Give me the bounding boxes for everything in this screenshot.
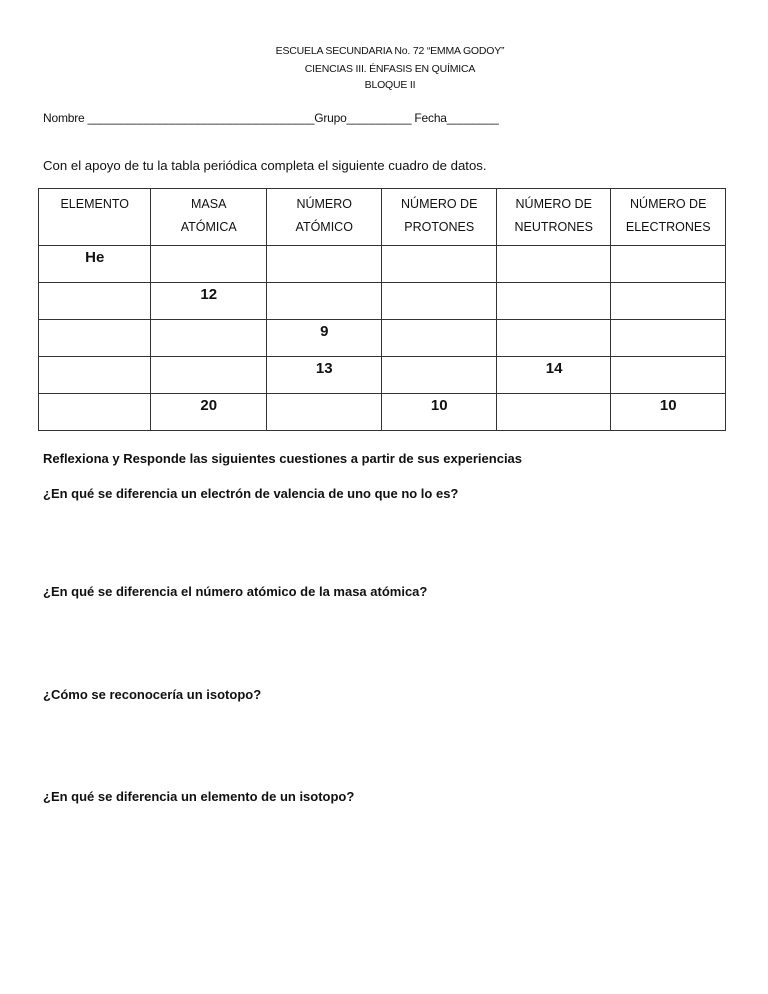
table-instruction: Con el apoyo de tu la tabla periódica completa el siguiente cuadro de datos. xyxy=(43,158,487,173)
table-cell[interactable]: 10 xyxy=(382,394,497,431)
table-cell[interactable] xyxy=(611,246,726,283)
table-cell[interactable] xyxy=(266,246,382,283)
table-row xyxy=(39,320,726,357)
element-data-table xyxy=(38,188,726,431)
question-3: ¿Cómo se reconocería un isotopo? xyxy=(43,687,262,702)
table-cell[interactable] xyxy=(266,394,382,431)
header-masa-atomica: MASA ATÓMICA xyxy=(151,189,267,246)
table-cell[interactable] xyxy=(39,320,151,357)
question-4: ¿En qué se diferencia un elemento de un isotopo? xyxy=(43,789,355,804)
table-cell[interactable]: 9 xyxy=(266,320,382,357)
table-cell[interactable] xyxy=(39,394,151,431)
table-row xyxy=(39,394,726,431)
block-title: BLOQUE II xyxy=(364,79,416,91)
table-cell[interactable] xyxy=(611,320,726,357)
questions-intro: Reflexiona y Responde las siguientes cuestiones a partir de sus experiencias xyxy=(43,451,523,466)
table-cell[interactable] xyxy=(382,357,497,394)
table-cell[interactable] xyxy=(382,246,497,283)
header-electrones: NÚMERO DE ELECTRONES xyxy=(611,189,726,246)
table-cell[interactable] xyxy=(266,283,382,320)
table-cell[interactable] xyxy=(151,357,267,394)
header-numero-atomico: NÚMERO ATÓMICO xyxy=(266,189,382,246)
table-cell[interactable]: 14 xyxy=(496,357,611,394)
table-cell[interactable] xyxy=(39,283,151,320)
question-2: ¿En qué se diferencia el número atómico de la masa atómica? xyxy=(43,584,428,599)
table-cell[interactable] xyxy=(496,394,611,431)
table-cell[interactable] xyxy=(382,283,497,320)
question-1: ¿En qué se diferencia un electrón de valencia de uno que no lo es? xyxy=(43,486,459,501)
table-cell[interactable] xyxy=(382,320,497,357)
student-info-line: Nombre ___________________________________Grupo__________ Fecha________ xyxy=(43,111,499,125)
table-cell[interactable] xyxy=(611,357,726,394)
table-cell[interactable]: 20 xyxy=(151,394,267,431)
header-elemento: ELEMENTO xyxy=(39,189,151,246)
table-row xyxy=(39,357,726,394)
header-neutrones: NÚMERO DE NEUTRONES xyxy=(496,189,611,246)
table-row xyxy=(39,283,726,320)
table-row xyxy=(39,246,726,283)
subject-title: CIENCIAS III. ÉNFASIS EN QUÍMICA xyxy=(304,63,476,75)
table-cell[interactable]: 12 xyxy=(151,283,267,320)
table-header-row xyxy=(39,189,726,246)
table-cell[interactable] xyxy=(39,357,151,394)
table-cell[interactable]: He xyxy=(39,246,151,283)
table-cell[interactable] xyxy=(496,320,611,357)
table-cell[interactable]: 10 xyxy=(611,394,726,431)
table-cell[interactable] xyxy=(496,246,611,283)
header-protones: NÚMERO DE PROTONES xyxy=(382,189,497,246)
table-cell[interactable] xyxy=(151,246,267,283)
table-cell[interactable] xyxy=(496,283,611,320)
school-name: ESCUELA SECUNDARIA No. 72 “EMMA GODOY” xyxy=(275,45,505,57)
table-cell[interactable]: 13 xyxy=(266,357,382,394)
table-cell[interactable] xyxy=(151,320,267,357)
table-cell[interactable] xyxy=(611,283,726,320)
